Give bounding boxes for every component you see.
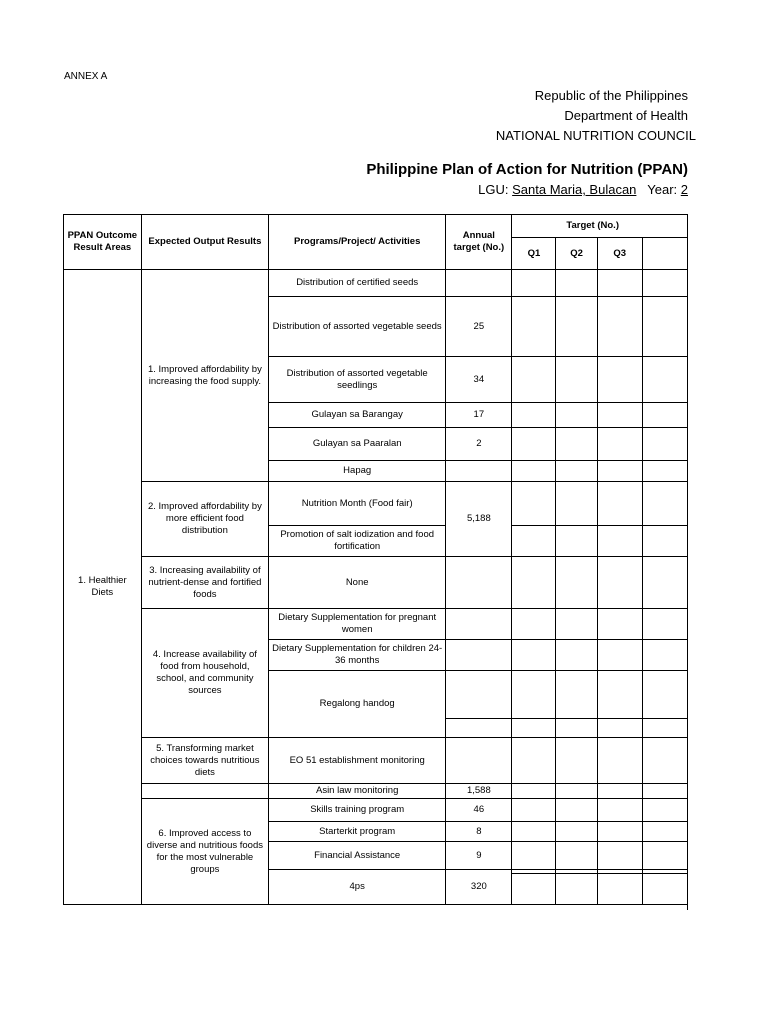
q-cell	[597, 874, 642, 905]
q-cell	[597, 822, 642, 842]
ppan-table	[63, 214, 688, 905]
q-cell	[642, 297, 687, 357]
q-cell	[512, 557, 556, 609]
q-cell	[642, 403, 687, 428]
q-cell	[642, 784, 687, 799]
q-cell	[642, 822, 687, 842]
program-cell: Regalong handog	[269, 671, 446, 738]
q-cell	[597, 270, 642, 297]
q-cell	[512, 428, 556, 461]
outcome-cell: 1. Healthier Diets	[64, 270, 142, 905]
header-q2: Q2	[556, 238, 597, 270]
q-cell	[597, 526, 642, 557]
annual-cell: 17	[446, 403, 512, 428]
output-3: 3. Increasing availability of nutrient-dense and fortified foods	[141, 557, 268, 609]
q-cell	[512, 357, 556, 403]
q-cell	[642, 799, 687, 822]
program-cell: Dietary Supplementation for children 24-36 months	[269, 640, 446, 671]
q-cell	[556, 822, 597, 842]
q-cell	[556, 526, 597, 557]
program-cell: EO 51 establishment monitoring	[269, 738, 446, 784]
q-cell	[556, 461, 597, 482]
q-cell	[642, 719, 687, 738]
program-cell: Gulayan sa Barangay	[269, 403, 446, 428]
q-cell	[597, 719, 642, 738]
q-cell	[556, 671, 597, 719]
q-cell	[512, 874, 556, 905]
annual-cell: 320	[446, 870, 512, 905]
document-title: Philippine Plan of Action for Nutrition (PPAN)	[366, 161, 688, 178]
q-cell	[512, 640, 556, 671]
q-cell	[597, 461, 642, 482]
q-cell	[512, 738, 556, 784]
q-cell	[597, 403, 642, 428]
program-cell: Distribution of assorted vegetable seedlings	[269, 357, 446, 403]
table-right-edge	[687, 214, 688, 910]
program-cell: Asin law monitoring	[269, 784, 446, 799]
q-cell	[642, 526, 687, 557]
q-cell	[642, 842, 687, 870]
q-cell	[512, 403, 556, 428]
q-cell	[556, 874, 597, 905]
program-cell: Dietary Supplementation for pregnant women	[269, 609, 446, 640]
annual-cell: 9	[446, 842, 512, 870]
program-cell: Gulayan sa Paaralan	[269, 428, 446, 461]
annual-cell	[446, 557, 512, 609]
output-empty	[141, 784, 268, 799]
program-cell: Starterkit program	[269, 822, 446, 842]
q-cell	[512, 297, 556, 357]
annual-cell: 34	[446, 357, 512, 403]
q-cell	[642, 482, 687, 526]
q-cell	[597, 482, 642, 526]
q-cell	[556, 557, 597, 609]
annual-cell	[446, 719, 512, 738]
q-cell	[556, 609, 597, 640]
q-cell	[597, 671, 642, 719]
annual-cell: 5,188	[446, 482, 512, 557]
q-cell	[597, 557, 642, 609]
q-cell	[512, 461, 556, 482]
q-cell	[556, 799, 597, 822]
annual-cell: 8	[446, 822, 512, 842]
q-cell	[642, 738, 687, 784]
output-2: 2. Improved affordability by more efficient food distribution	[141, 482, 268, 557]
annual-cell	[446, 461, 512, 482]
q-cell	[556, 640, 597, 671]
q-cell	[597, 784, 642, 799]
annex-label: ANNEX A	[64, 71, 108, 82]
q-cell	[597, 297, 642, 357]
header-q3: Q3	[597, 238, 642, 270]
q-cell	[556, 270, 597, 297]
q-cell	[556, 784, 597, 799]
program-cell: Nutrition Month (Food fair)	[269, 482, 446, 526]
q-cell	[597, 428, 642, 461]
program-cell: Skills training program	[269, 799, 446, 822]
year-label: Year:	[647, 182, 678, 197]
annual-cell: 2	[446, 428, 512, 461]
program-cell: 4ps	[269, 870, 446, 905]
q-cell	[512, 799, 556, 822]
q-cell	[556, 482, 597, 526]
q-cell	[642, 270, 687, 297]
q-cell	[512, 482, 556, 526]
q-cell	[556, 403, 597, 428]
annual-cell	[446, 671, 512, 719]
q-cell	[597, 738, 642, 784]
output-1: 1. Improved affordability by increasing the food supply.	[141, 270, 268, 482]
annual-cell	[446, 738, 512, 784]
header-expected: Expected Output Results	[141, 215, 268, 270]
annual-cell: 1,588	[446, 784, 512, 799]
header-q1: Q1	[512, 238, 556, 270]
q-cell	[512, 270, 556, 297]
q-cell	[556, 719, 597, 738]
header-line-1: Republic of the Philippines	[534, 88, 688, 103]
program-cell: Financial Assistance	[269, 842, 446, 870]
q-cell	[512, 784, 556, 799]
q-cell	[597, 609, 642, 640]
q-cell	[556, 297, 597, 357]
program-cell: Hapag	[269, 461, 446, 482]
annual-cell: 25	[446, 297, 512, 357]
q-cell	[642, 609, 687, 640]
q-cell	[642, 671, 687, 719]
q-cell	[642, 557, 687, 609]
output-5: 5. Transforming market choices towards nutritious diets	[141, 738, 268, 784]
annual-cell	[446, 640, 512, 671]
program-cell: Distribution of certified seeds	[269, 270, 446, 297]
annual-cell: 46	[446, 799, 512, 822]
q-cell	[597, 842, 642, 870]
q-cell	[642, 874, 687, 905]
program-cell: None	[269, 557, 446, 609]
header-outcome: PPAN Outcome Result Areas	[64, 215, 142, 270]
header-programs: Programs/Project/ Activities	[269, 215, 446, 270]
q-cell	[556, 842, 597, 870]
lgu-label: LGU:	[478, 182, 509, 197]
q-cell	[512, 842, 556, 870]
q-cell	[642, 461, 687, 482]
q-cell	[597, 640, 642, 671]
q-cell	[512, 719, 556, 738]
header-q4	[642, 238, 687, 270]
q-cell	[556, 738, 597, 784]
header-annual: Annual target (No.)	[446, 215, 512, 270]
q-cell	[556, 428, 597, 461]
year-value: 2	[680, 182, 688, 197]
output-4: 4. Increase availability of food from household, school, and community sources	[141, 609, 268, 738]
lgu-value: Santa Maria, Bulacan	[512, 182, 637, 197]
q-cell	[597, 357, 642, 403]
q-cell	[512, 822, 556, 842]
q-cell	[512, 609, 556, 640]
program-cell: Distribution of assorted vegetable seeds	[269, 297, 446, 357]
q-cell	[597, 799, 642, 822]
q-cell	[642, 428, 687, 461]
header-line-2: Department of Health	[564, 108, 688, 123]
q-cell	[556, 357, 597, 403]
program-cell: Promotion of salt iodization and food fortification	[269, 526, 446, 557]
q-cell	[642, 357, 687, 403]
annual-cell	[446, 609, 512, 640]
header-target: Target (No.)	[512, 215, 688, 238]
q-cell	[512, 671, 556, 719]
output-6: 6. Improved access to diverse and nutritious foods for the most vulnerable groups	[141, 799, 268, 905]
q-cell	[642, 640, 687, 671]
q-cell	[512, 526, 556, 557]
header-line-3: NATIONAL NUTRITION COUNCIL	[495, 128, 696, 143]
annual-cell	[446, 270, 512, 297]
